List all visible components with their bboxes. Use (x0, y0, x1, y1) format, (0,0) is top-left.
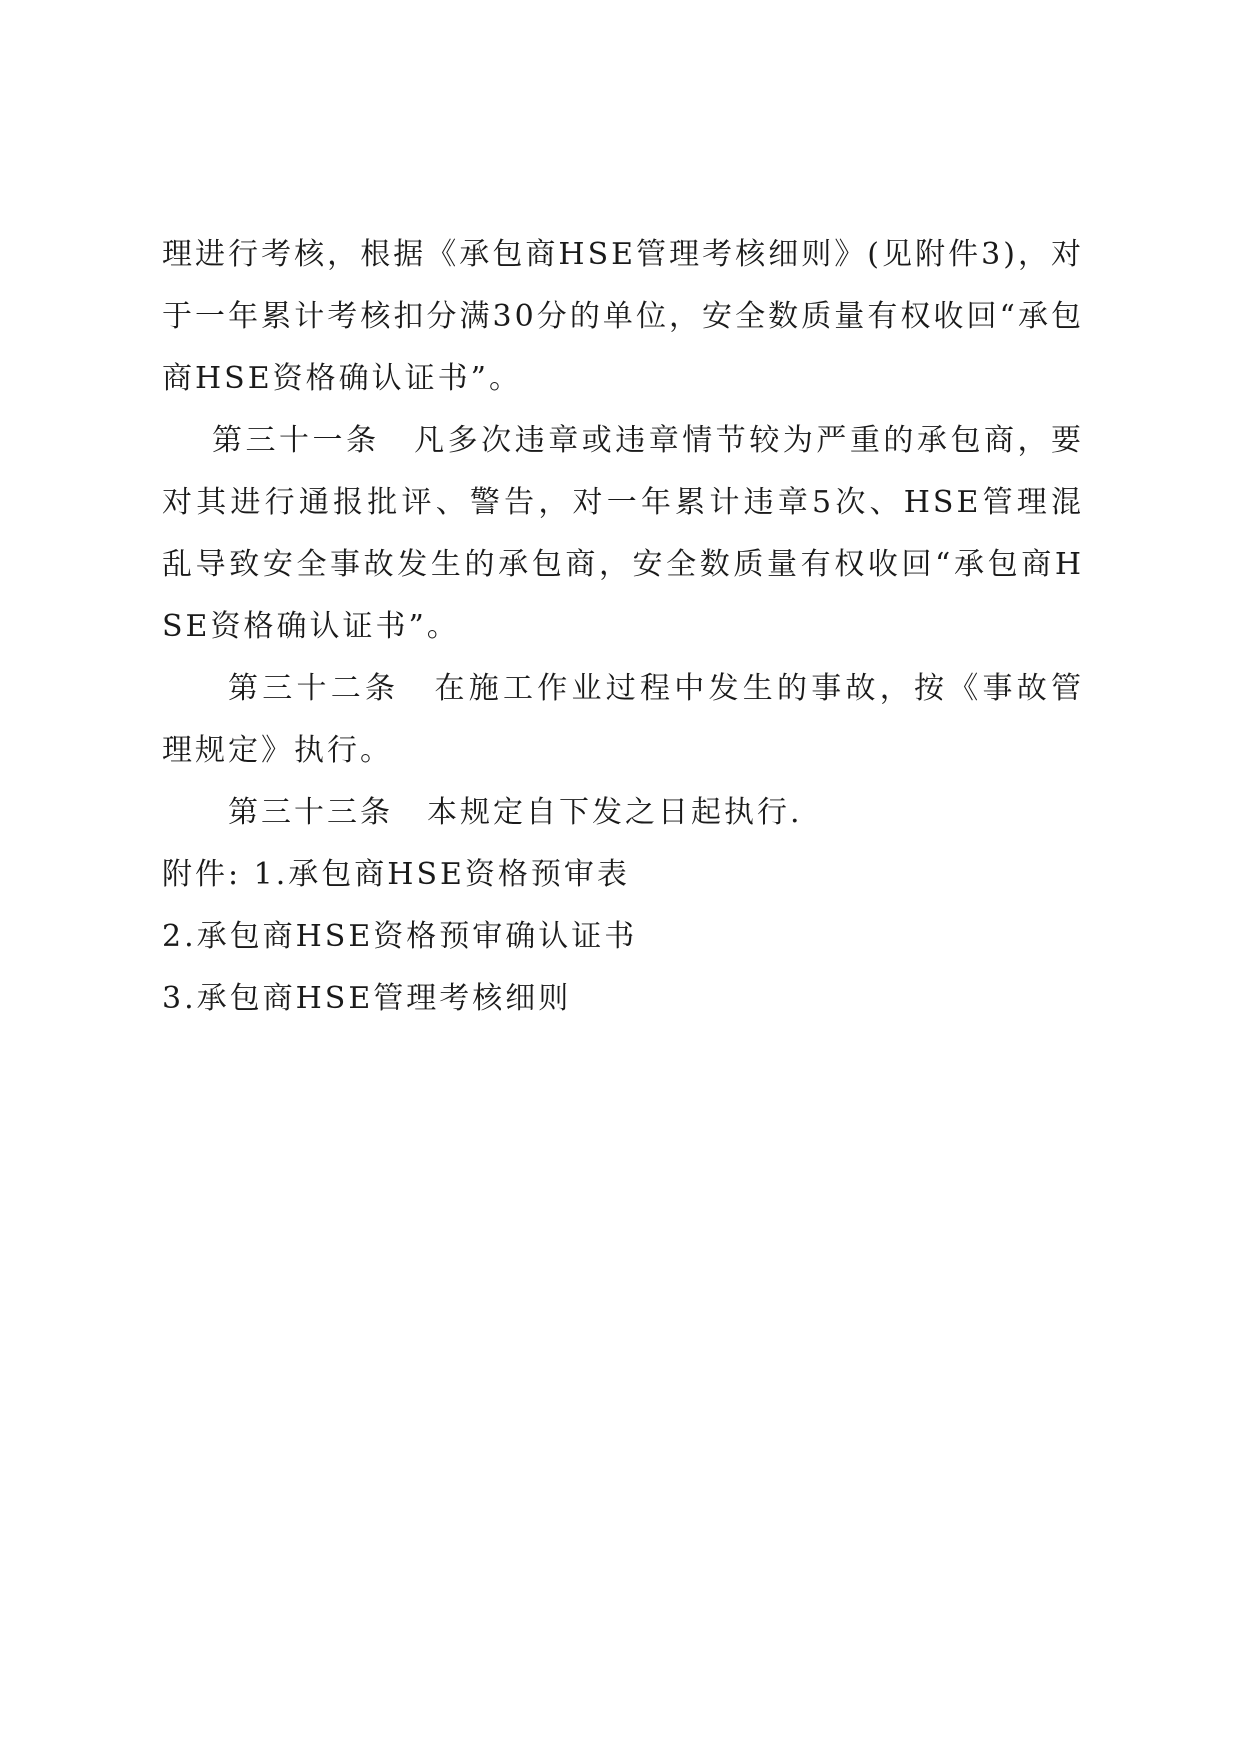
article-33-text: 本规定自下发之日起执行. (427, 795, 803, 830)
attachment-line-2 (162, 906, 1084, 968)
attachment-item-2: 2.承包商HSE资格预审确认证书 (162, 919, 638, 954)
article-32-paragraph (162, 658, 1084, 782)
article-33-label: 第三十三条 (228, 795, 393, 830)
article-31-label: 第三十一条 (212, 423, 380, 458)
continuation-paragraph: 理进行考核，根据《承包商HSE管理考核细则》(见附件3)，对于一年累计考核扣分满30分的单位，安全数质量有权收回“承包商HSE资格确认证书”。 (162, 237, 1084, 396)
attachment-item-3: 3.承包商HSE管理考核细则 (162, 981, 572, 1016)
attachment-line-3 (162, 968, 1084, 1030)
article-31-text: 凡多次违章或违章情节较为严重的承包商，要对其进行通报批评、警告，对一年累计违章5次、HSE管理混乱导致安全事故发生的承包商，安全数质量有权收回“承包商HSE资格确认证书”。 (162, 423, 1085, 644)
article-32-text: 在施工作业过程中发生的事故，按《事故管理规定》执行。 (162, 671, 1084, 768)
attachments-prefix: 附件: (162, 857, 254, 892)
article-31-paragraph (162, 410, 1084, 658)
attachment-item-1: 1.承包商HSE资格预审表 (253, 857, 630, 892)
document-body (162, 224, 1084, 1030)
article-33-paragraph (162, 782, 1084, 844)
article-32-label: 第三十二条 (228, 671, 400, 706)
attachment-line-1 (162, 844, 1084, 906)
